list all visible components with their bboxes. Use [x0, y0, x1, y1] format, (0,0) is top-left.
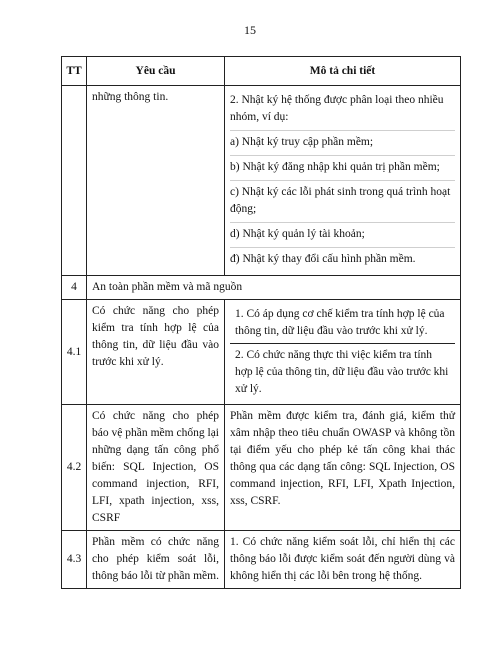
header-requirement: Yêu cầu — [87, 57, 225, 86]
description-item: 1. Có áp dụng cơ chế kiểm tra tính hợp lệ của thông tin, dữ liệu đầu vào trước khi xử lý. — [235, 308, 445, 337]
header-description: Mô tả chi tiết — [225, 57, 461, 86]
description-line: c) Nhật ký các lỗi phát sinh trong quá trình hoạt động; — [230, 181, 455, 223]
row-requirement: Có chức năng cho phép báo vệ phần mềm chống lại những dạng tấn công phổ biến: SQL Injection, OS command injection, RFI, LFI, xpath injection, xss, CSRF — [87, 405, 225, 531]
row-description: Phần mềm được kiểm tra, đánh giá, kiểm thử xâm nhập theo tiêu chuẩn OWASP và không tồn tại điểm yếu cho phép kẻ tấn công khai thác thông qua các dạng tấn công: SQL Injection, OS command injection, RFI, LFI, Xpath Injection, xss, CSRF. — [225, 405, 461, 531]
row-tt: 4.3 — [62, 531, 87, 589]
description-line: 2. Nhật ký hệ thống được phân loại theo nhiều nhóm, ví dụ: — [230, 89, 455, 131]
continued-tt — [62, 86, 87, 276]
row-requirement: Phần mềm có chức năng cho phép kiểm soát lỗi, thông báo lỗi từ phần mềm. — [87, 531, 225, 589]
table-row-section — [62, 276, 461, 300]
description-line: đ) Nhật ký thay đổi cấu hình phần mềm. — [230, 253, 416, 265]
continued-description — [225, 86, 461, 276]
table-row — [62, 300, 461, 405]
table-header-row — [62, 57, 461, 86]
row-description — [225, 300, 461, 405]
section-title: An toàn phần mềm và mã nguồn — [87, 276, 461, 300]
row-tt: 4.2 — [62, 405, 87, 531]
table-row-continued — [62, 86, 461, 276]
description-line: d) Nhật ký quản lý tài khoản; — [230, 223, 455, 248]
page-number: 15 — [244, 23, 256, 37]
description-item: 2. Có chức năng thực thi việc kiểm tra tính hợp lệ của thông tin, dữ liệu đầu vào trước khi xử lý. — [230, 343, 455, 401]
table-row — [62, 531, 461, 589]
header-tt: TT — [62, 57, 87, 86]
description-line: a) Nhật ký truy cập phần mềm; — [230, 131, 455, 156]
row-description: 1. Có chức năng kiểm soát lỗi, chỉ hiển thị các thông báo lỗi được kiểm soát đến người dùng và không hiển thị các lỗi bên trong hệ thống. — [225, 531, 461, 589]
section-tt: 4 — [62, 276, 87, 300]
requirements-table — [61, 56, 461, 589]
table-row — [62, 405, 461, 531]
row-tt: 4.1 — [62, 300, 87, 405]
row-requirement: Có chức năng cho phép kiểm tra tính hợp lệ của thông tin, dữ liệu đầu vào trước khi xử lý. — [87, 300, 225, 405]
description-line: b) Nhật ký đăng nhập khi quản trị phần mềm; — [230, 156, 455, 181]
continued-requirement: những thông tin. — [87, 86, 225, 276]
